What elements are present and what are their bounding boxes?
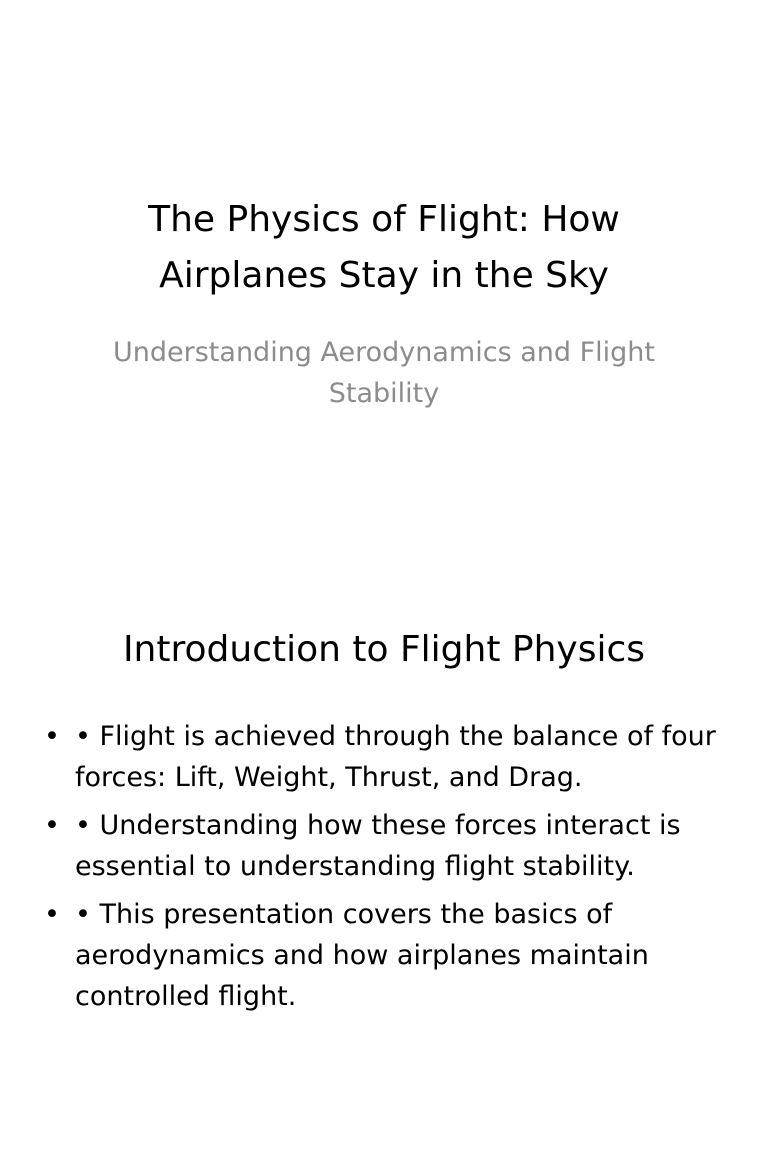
content-slide	[0, 576, 768, 1152]
list-item	[40, 716, 720, 798]
bullet-marker: •	[44, 721, 60, 752]
slide-subtitle: Understanding Aerodynamics and Flight Stability	[113, 337, 655, 409]
list-item	[40, 805, 720, 887]
bullet-marker: •	[44, 899, 60, 930]
bullet-list	[40, 716, 720, 1024]
list-item-text: • Flight is achieved through the balance of four forces: Lift, Weight, Thrust, and Drag.	[75, 721, 716, 793]
list-item-text: • This presentation covers the basics of aerodynamics and how airplanes maintain controlled flight.	[75, 899, 649, 1012]
slide-title: Introduction to Flight Physics	[122, 629, 646, 670]
list-item	[40, 894, 720, 1017]
bullet-marker: •	[44, 810, 60, 841]
list-item-text: • Understanding how these forces interact is essential to understanding flight stability.	[75, 810, 681, 882]
slide-title: The Physics of Flight: How Airplanes Stay in the Sky	[148, 199, 620, 296]
